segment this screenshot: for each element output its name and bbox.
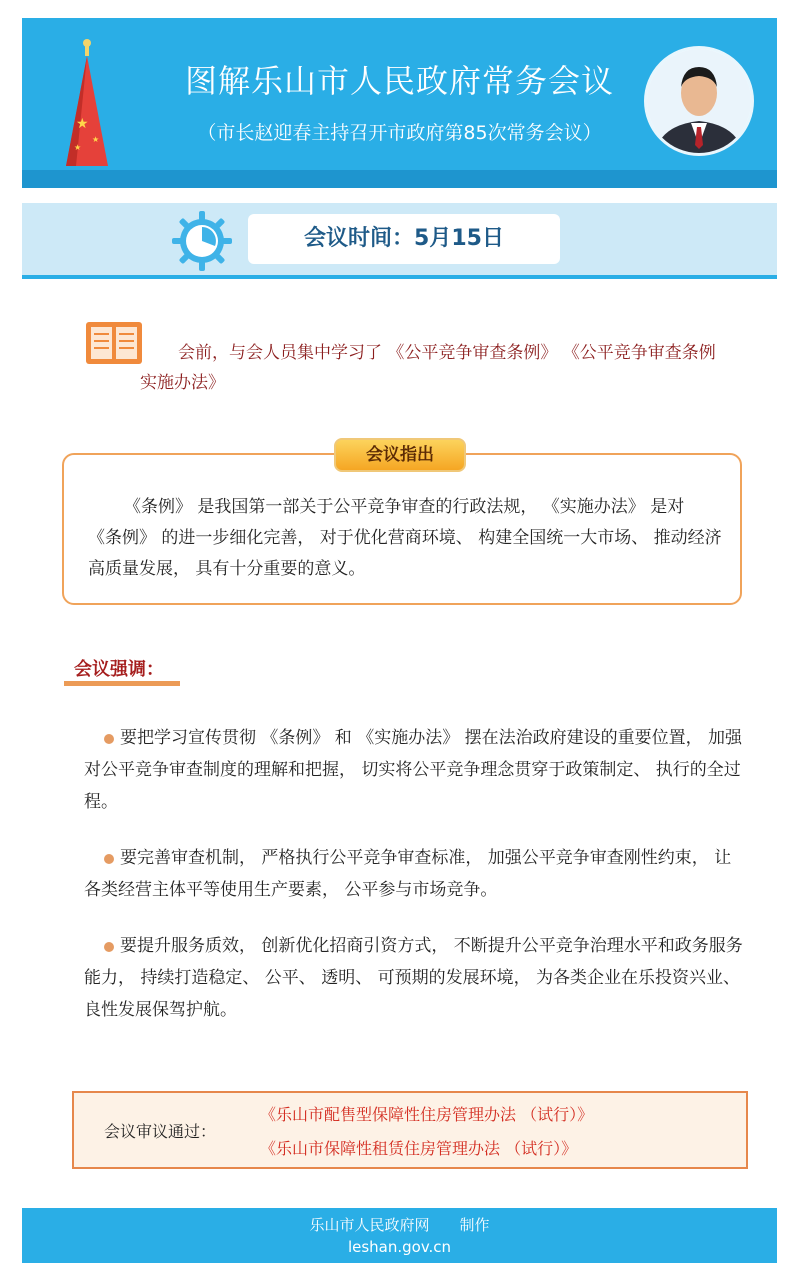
emphasis-underline [64,681,180,686]
pointed-text: 《条例》 是我国第一部关于公平竞争审查的行政法规， 《实施办法》 是对 《条例》 的进一步细化完善， 对于优化营商环境、 构建全国统一大市场、 推动经济高质量发展， 具有十分重要的意义。 [88,497,722,579]
header-banner [22,18,777,188]
emphasis-item: 要把学习宣传贯彻 《条例》 和 《实施办法》 摆在法治政府建设的重要位置， 加强对公平竞争审查制度的理解和把握， 切实将公平竞争理念贯穿于政策制定、 执行的全过程。 [84,728,743,812]
portrait-icon [647,49,751,153]
bullet-icon [104,942,114,952]
page-title: 图解乐山市人民政府常务会议 [184,62,614,100]
svg-text:★: ★ [74,143,82,152]
approved-label: 会议审议通过： [104,1122,217,1141]
meeting-time-bar [22,203,777,279]
pointed-tag: 会议指出 [334,438,466,472]
emphasis-item: 要完善审查机制， 严格执行公平竞争审查标准， 加强公平竞争审查刚性约束， 让各类经营主体平等使用生产要素， 公平参与市场竞争。 [84,848,732,900]
approved-box [72,1091,748,1169]
footer-producer: 乐山市人民政府网 制作 [309,1216,490,1234]
intro-text: 会前，与会人员集中学习了 《公平竞争审查条例》 《公平竞争审查条例实施办法》 [140,343,716,393]
footer-url[interactable]: leshan.gov.cn [347,1238,452,1256]
gear-icon [170,209,234,273]
bullet-icon [104,734,114,744]
book-icon [86,322,142,364]
page-subtitle: （市长赵迎春主持召开市政府第85次常务会议） [197,122,602,144]
approved-doc: 《乐山市保障性租赁住房管理办法 （试行）》 [260,1139,578,1158]
header-stripe [22,170,777,188]
emphasis-item: 要提升服务质效， 创新优化招商引资方式， 不断提升公平竞争治理水平和政务服务能力， 持续打造稳定、 公平、 透明、 可预期的发展环境， 为各类企业在乐投资兴业、 良性发展保驾护航。 [84,936,743,1020]
svg-text:★: ★ [92,135,100,144]
footer [22,1208,777,1263]
meeting-time: 会议时间：5月15日 [248,214,560,264]
bullet-icon [104,854,114,864]
svg-text:★: ★ [76,116,89,132]
emphasis-heading: 会议强调： [74,659,164,680]
avatar [644,46,754,156]
approved-doc: 《乐山市配售型保障性住房管理办法 （试行）》 [260,1105,594,1124]
